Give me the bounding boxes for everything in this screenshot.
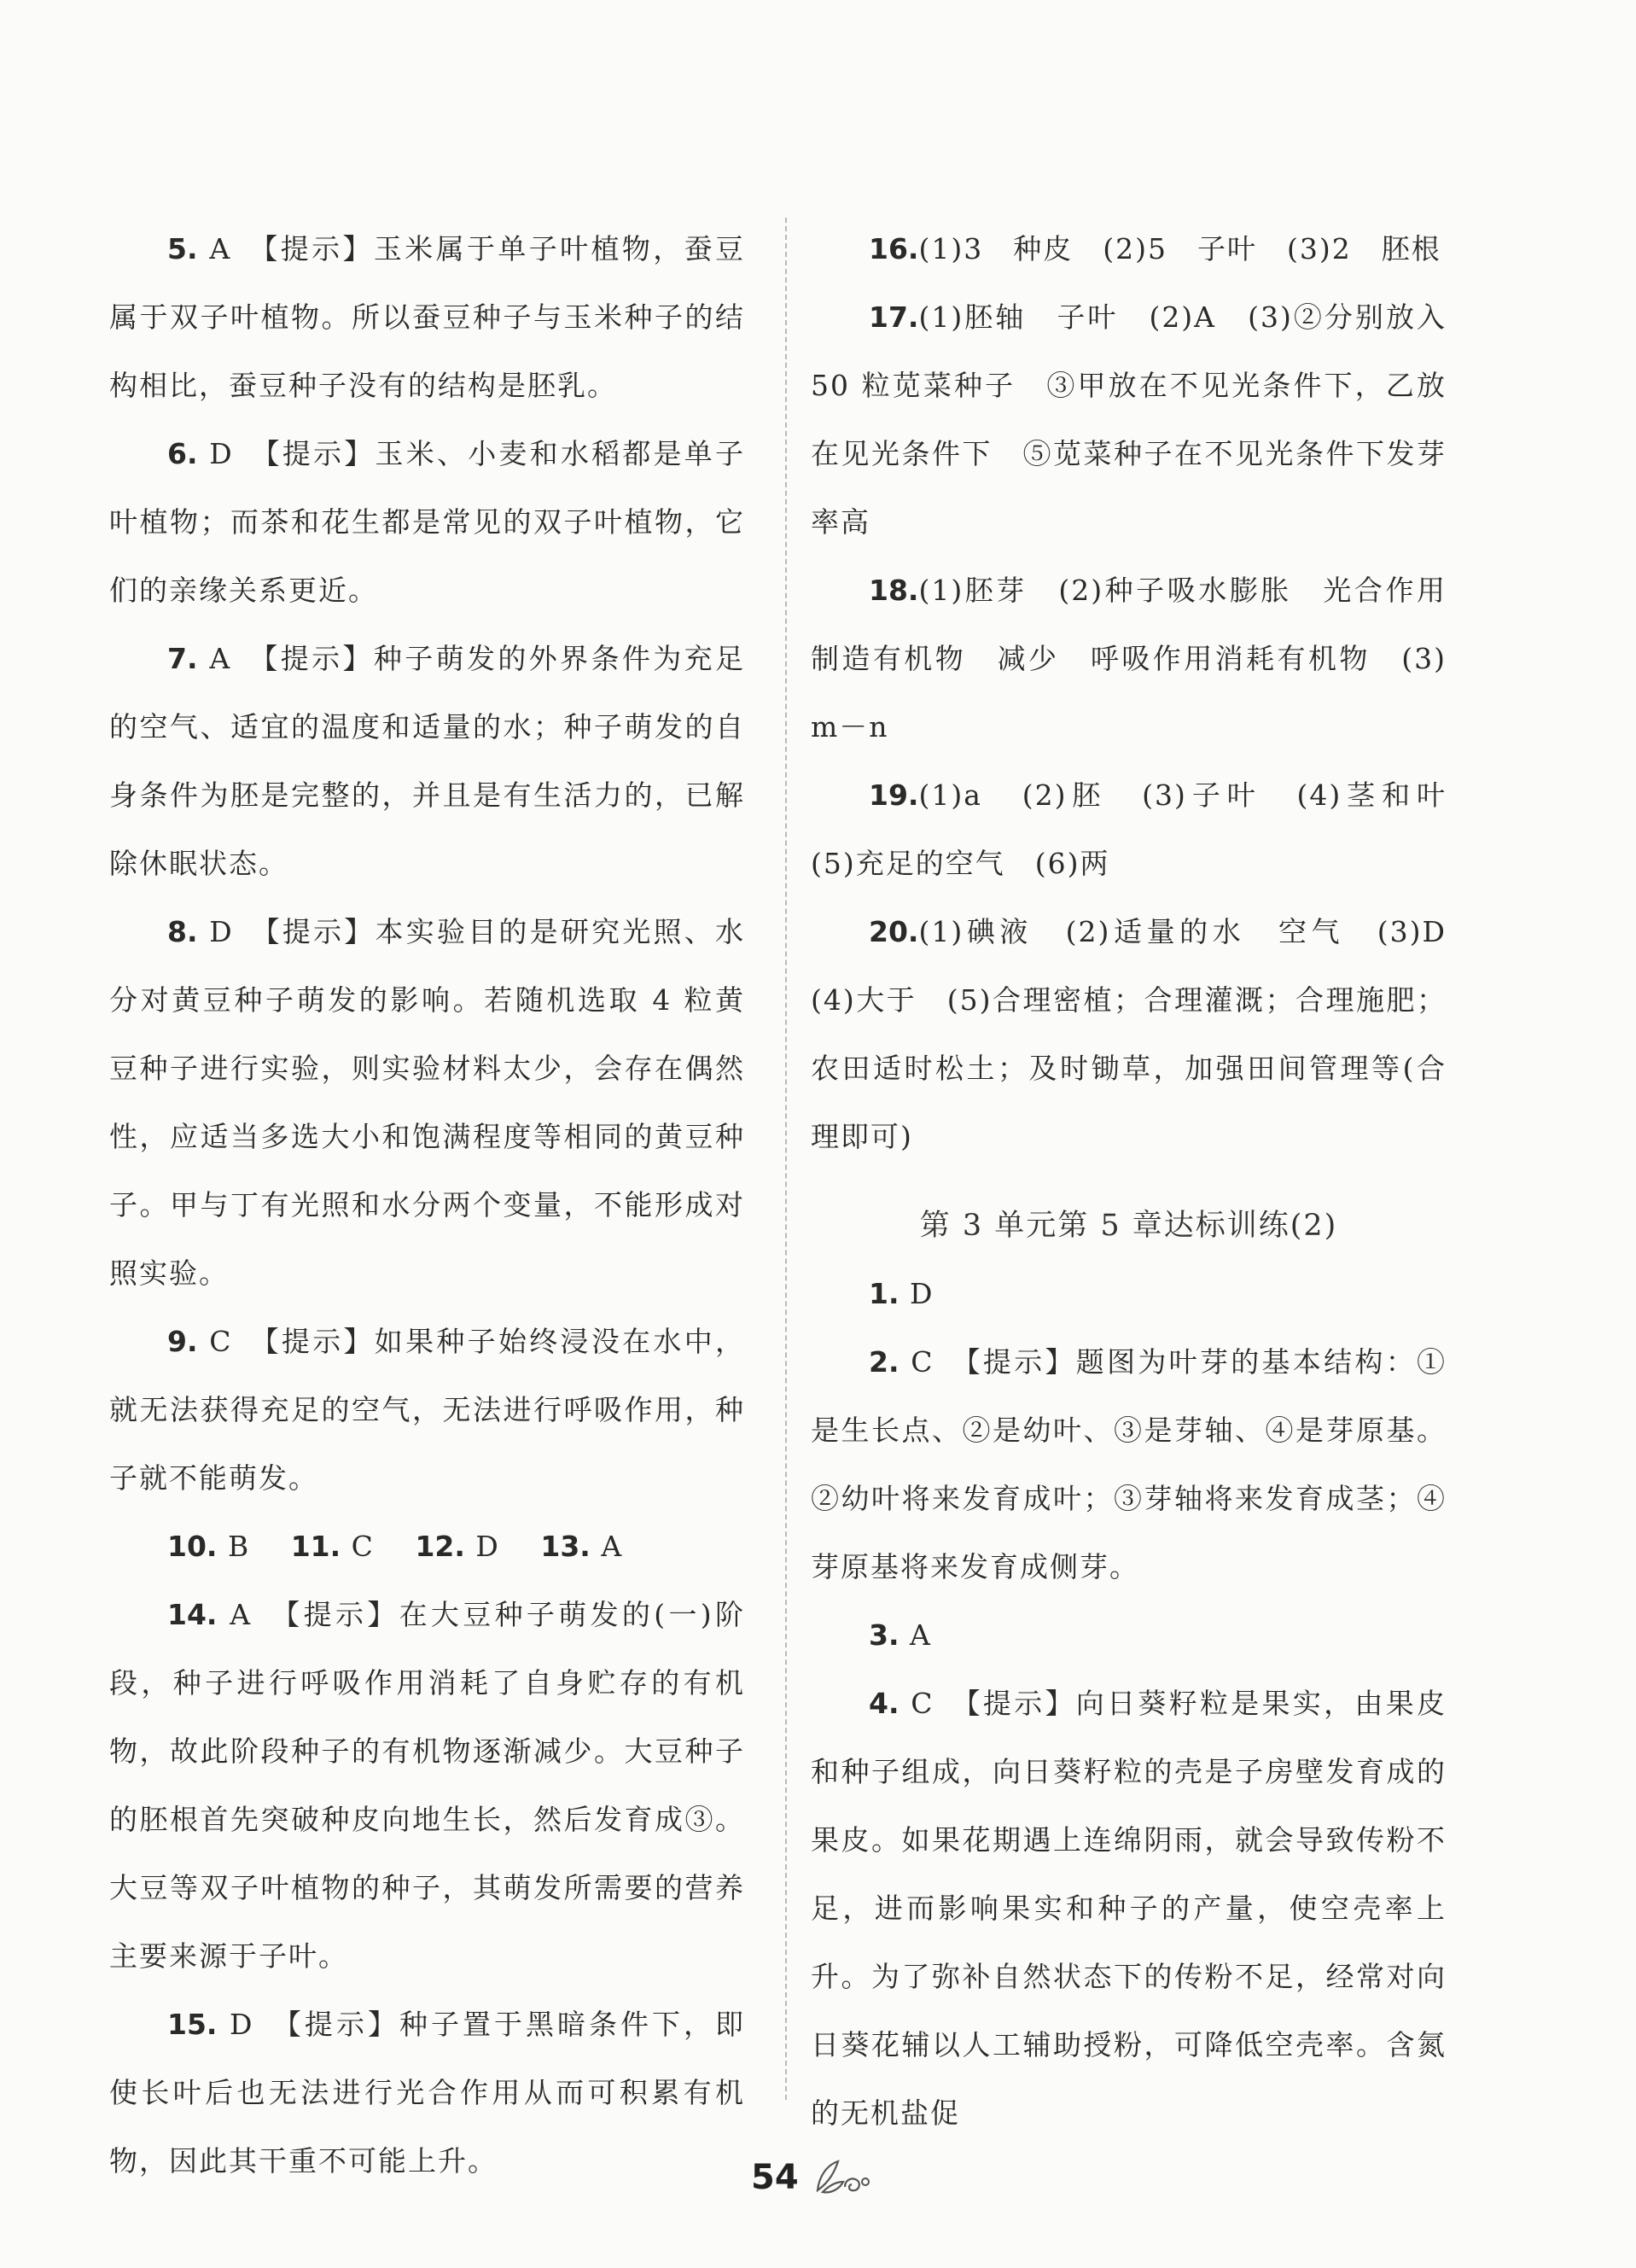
item-text: (1)3 种皮 (2)5 子叶 (3)2 胚根 <box>918 232 1441 265</box>
item-text: D 【提示】种子置于黑暗条件下，即使长叶后也无法进行光合作用从而可积累有机物，因此其干重不可能上升。 <box>109 2008 745 2178</box>
item-number: 19. <box>869 778 919 812</box>
item-number: 2. <box>869 1345 900 1379</box>
item-number: 6. <box>167 437 198 470</box>
column-divider <box>785 218 787 2100</box>
item-number: 8. <box>167 915 198 948</box>
item-number: 14. <box>167 1598 218 1631</box>
answer-item-16 <box>811 215 1447 283</box>
answer-items-10-13 <box>109 1513 745 1581</box>
item-text: C 【提示】题图为叶芽的基本结构：①是生长点、②是幼叶、③是芽轴、④是芽原基。②幼叶将来发育成叶；③芽轴将来发育成茎；④芽原基将来发育成侧芽。 <box>811 1345 1447 1583</box>
item-number: 16. <box>869 232 919 265</box>
item-text: A 【提示】玉米属于单子叶植物，蚕豆属于双子叶植物。所以蚕豆种子与玉米种子的结构相比，蚕豆种子没有的结构是胚乳。 <box>109 232 745 402</box>
item-number: 10. <box>167 1530 218 1563</box>
answer-item-17 <box>811 283 1447 557</box>
item-text: (1)胚轴 子叶 (2)A (3)②分别放入 50 粒苋菜种子 ③甲放在不见光条件下，乙放在见光条件下 ⑤苋菜种子在不见光条件下发芽率高 <box>811 300 1447 539</box>
item-number: 4. <box>869 1687 900 1720</box>
item-number: 3. <box>869 1618 900 1652</box>
item-text: D 【提示】玉米、小麦和水稻都是单子叶植物；而茶和花生都是常见的双子叶植物，它们的亲缘关系更近。 <box>109 437 745 607</box>
item-number: 15. <box>167 2008 218 2041</box>
section-item-3 <box>811 1601 1447 1670</box>
item-number: 18. <box>869 574 919 607</box>
answer-item-14 <box>109 1581 745 1991</box>
answer-item-18 <box>811 557 1447 761</box>
item-number: 7. <box>167 642 198 675</box>
item-number: 11. <box>290 1530 341 1563</box>
item-text: A 【提示】在大豆种子萌发的(一)阶段，种子进行呼吸作用消耗了自身贮存的有机物，故此阶段种子的有机物逐渐减少。大豆种子的胚根首先突破种皮向地生长，然后发育成③。大豆等双子叶植物的种子，其萌发所需要的营养主要来源于子叶。 <box>109 1598 745 1973</box>
item-text: (1)胚芽 (2)种子吸水膨胀 光合作用制造有机物 减少 呼吸作用消耗有机物 (3)m－n <box>811 574 1447 743</box>
item-text: A 【提示】种子萌发的外界条件为充足的空气、适宜的温度和适量的水；种子萌发的自身条件为胚是完整的，并且是有生活力的，已解除休眠状态。 <box>109 642 745 880</box>
page-number: 54 <box>751 2158 799 2197</box>
item-text: (1)碘液 (2)适量的水 空气 (3)D (4)大于 (5)合理密植；合理灌溉；合理施肥；农田适时松土；及时锄草，加强田间管理等(合理即可) <box>811 915 1476 1153</box>
answer-item-9 <box>109 1308 745 1513</box>
item-number: 1. <box>869 1277 900 1310</box>
page-footer <box>0 2151 1636 2219</box>
item-text: D 【提示】本实验目的是研究光照、水分对黄豆种子萌发的影响。若随机选取 4 粒黄豆种子进行实验，则实验材料太少，会存在偶然性，应适当多选大小和饱满程度等相同的黄豆种子。甲与丁有光照和水分两个变量，不能形成对照实验。 <box>109 915 745 1290</box>
item-number: 17. <box>869 300 919 334</box>
item-text: C <box>341 1530 405 1563</box>
section-item-1 <box>811 1260 1447 1328</box>
leaf-swirl-icon <box>812 2156 872 2197</box>
section-item-2 <box>811 1328 1447 1601</box>
item-text: D <box>464 1530 530 1563</box>
answer-item-6 <box>109 420 745 625</box>
item-number: 20. <box>869 915 919 948</box>
left-column <box>109 215 745 2195</box>
item-text: (1)a (2)胚 (3)子叶 (4)茎和叶 (5)充足的空气 (6)两 <box>811 778 1476 880</box>
right-column <box>811 215 1476 2148</box>
answer-item-20 <box>811 898 1476 1171</box>
item-number: 13. <box>540 1530 591 1563</box>
section-item-4 <box>811 1670 1447 2148</box>
item-number: 9. <box>167 1325 198 1358</box>
item-text: C 【提示】如果种子始终浸没在水中，就无法获得充足的空气，无法进行呼吸作用，种子就不能萌发。 <box>109 1325 745 1495</box>
item-number: 5. <box>167 232 198 265</box>
answer-item-8 <box>109 898 745 1308</box>
item-number: 12. <box>415 1530 465 1563</box>
item-text: A <box>899 1618 932 1652</box>
answer-item-19 <box>811 761 1476 898</box>
item-text: B <box>217 1530 281 1563</box>
item-text: D <box>899 1277 934 1310</box>
answer-item-5 <box>109 215 745 420</box>
answer-item-7 <box>109 625 745 898</box>
item-text: A <box>590 1530 624 1563</box>
item-text: C 【提示】向日葵籽粒是果实，由果皮和种子组成，向日葵籽粒的壳是子房壁发育成的果皮。如果花期遇上连绵阴雨，就会导致传粉不足，进而影响果实和种子的产量，使空壳率上升。为了弥补自然状态下的传粉不足，经常对向日葵花辅以人工辅助授粉，可降低空壳率。含氮的无机盐促 <box>811 1687 1447 2130</box>
section-title: 第 3 单元第 5 章达标训练(2) <box>919 1209 1338 1243</box>
